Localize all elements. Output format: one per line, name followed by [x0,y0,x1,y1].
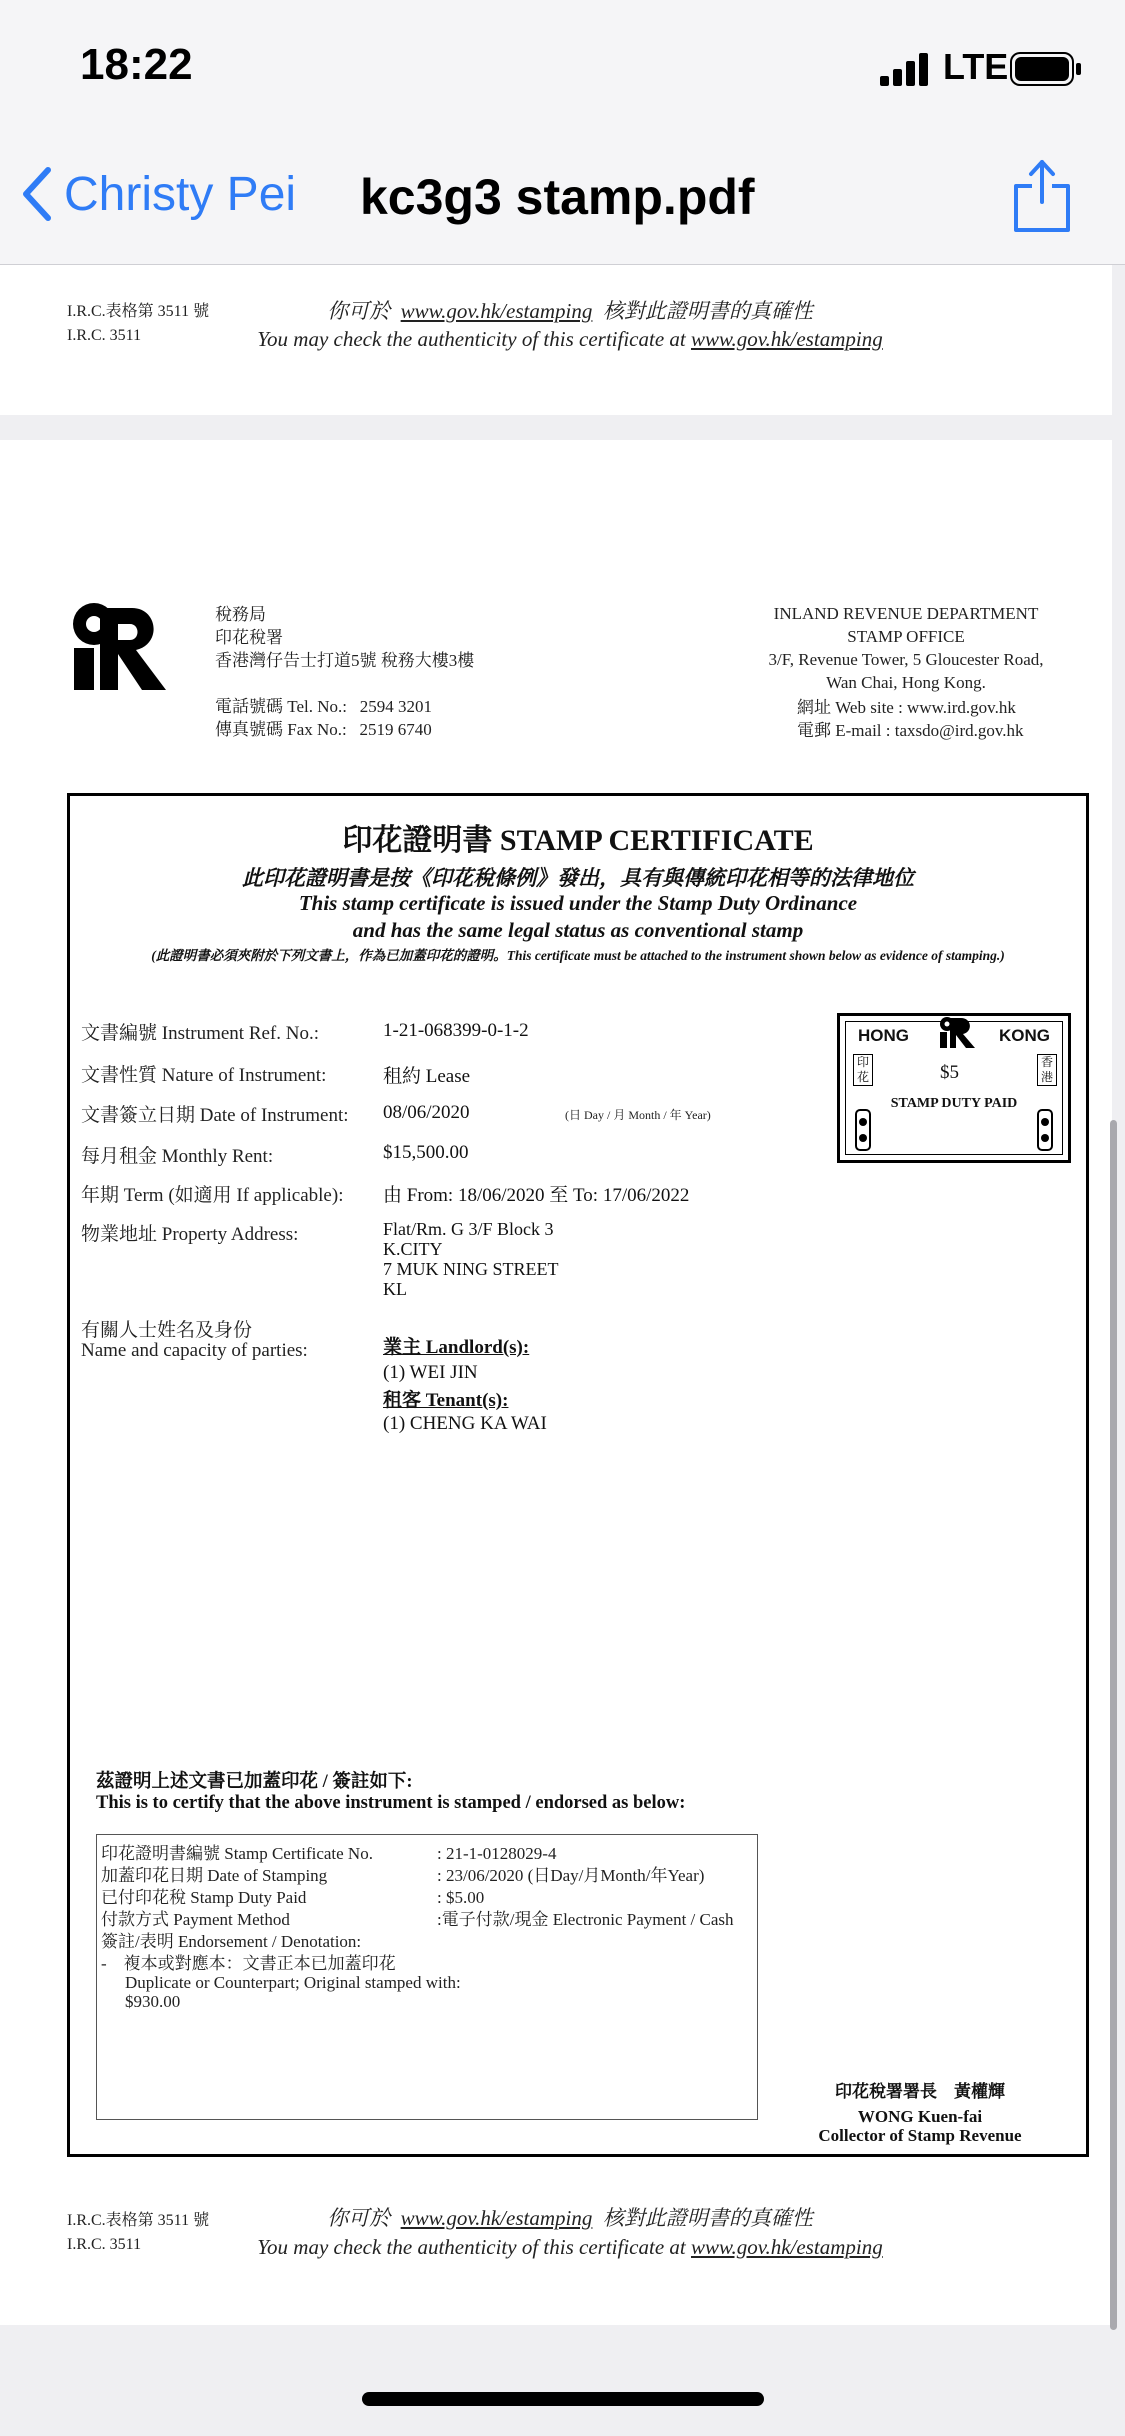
stamp-kong: KONG [999,1026,1050,1045]
back-label: Christy Pei [64,167,297,221]
endorsement-value: :電子付款/現金 Electronic Payment / Cash [437,1910,734,1929]
date-value: 08/06/2020 [383,1102,470,1123]
tenant-name: (1) CHENG KA WAI [383,1413,547,1434]
form-number-en: I.R.C. 3511 [67,327,142,344]
verify-notice-en: You may check the authenticity of this certificate at www.gov.hk/estamping [257,2235,883,2259]
network-label: LTE [943,46,1009,87]
instrument-ref-value: 1-21-068399-0-1-2 [383,1020,529,1041]
certificate-subtitle-en2: and has the same legal status as conventional stamp [352,918,804,942]
stamp-left-ornament-icon [853,1108,873,1152]
chevron-left-icon [22,166,52,222]
endorsement-value: : 21-1-0128029-4 [437,1844,557,1863]
date-label: 文書簽立日期 Date of Instrument: [81,1105,349,1126]
form-number-en: I.R.C. 3511 [67,2236,142,2253]
verify-notice-cn: 你可於 www.gov.hk/estamping 核對此證明書的真確性 [327,2206,813,2230]
landlord-name: (1) WEI JIN [383,1362,478,1383]
collector-title-en: Collector of Stamp Revenue [818,2126,1022,2145]
verify-link[interactable]: www.gov.hk/estamping [690,2235,883,2259]
certify-statement-cn: 茲證明上述文書已加蓋印花 / 簽註如下: [96,1772,413,1792]
header-website: 網址 Web site : www.ird.gov.hk [797,698,1016,717]
certificate-subtitle-en1: This stamp certificate is issued under the Stamp Duty Ordinance [298,891,858,915]
stamp-right-ornament-icon [1035,1108,1055,1152]
verify-notice-cn: 你可於 www.gov.hk/estamping 核對此證明書的真確性 [327,299,813,323]
header-email: 電郵 E-mail : taxsdo@ird.gov.hk [797,721,1024,740]
denotation-label: 簽註/表明 Endorsement / Denotation: [101,1932,362,1951]
stamp-amount: $5 [940,1062,959,1083]
property-address-value: Flat/Rm. G 3/F Block 3 K.CITY 7 MUK NING STREET KL [383,1219,559,1299]
collector-title-cn: 印花稅署署長 黃權輝 [835,2082,1005,2101]
certify-statement-en: This is to certify that the above instrument is stamped / endorsed as below: [96,1793,686,1813]
monthly-rent-label: 每月租金 Monthly Rent: [81,1146,274,1167]
nature-value: 租約 Lease [383,1066,471,1087]
verify-notice-en: You may check the authenticity of this certificate at www.gov.hk/estamping [257,327,883,351]
denotation-line: Duplicate or Counterpart; Original stamped with: [125,1973,461,1992]
denotation-amount: $930.00 [125,1992,181,2011]
denotation-line: - 複本或對應本：文書正本已加蓋印花 [101,1954,396,1973]
instrument-ref-label: 文書編號 Instrument Ref. No.: [81,1023,320,1044]
property-address-label: 物業地址 Property Address: [81,1224,299,1245]
back-button[interactable] [22,166,296,222]
certificate-note: (此證明書必須夾附於下列文書上，作為已加蓋印花的證明。This certificate must be attached to the instrument shown below as evidence of stamping.) [151,948,1005,963]
parties-label: 有關人士姓名及身份 Name and capacity of parties: [81,1320,308,1361]
status-time: 18:22 [80,40,193,89]
tenant-heading: 租客 Tenant(s): [383,1390,509,1411]
nature-label: 文書性質 Nature of Instrument: [81,1065,327,1086]
verify-link[interactable]: www.gov.hk/estamping [690,327,883,351]
signal-icon [880,52,932,86]
certificate-subtitle-cn: 此印花證明書是按《印花稅條例》發出，具有與傳統印花相等的法律地位 [242,866,914,890]
term-label: 年期 Term (如適用 If applicable): [81,1185,344,1206]
term-value: 由 From: 18/06/2020 至 To: 17/06/2022 [383,1185,690,1206]
home-indicator[interactable] [362,2392,764,2406]
stamp-paid-label: STAMP DUTY PAID [890,1096,1018,1111]
endorsement-value: : 23/06/2020 (日Day/月Month/年Year) [437,1866,705,1885]
monthly-rent-value: $15,500.00 [383,1142,469,1163]
stamp-hong: HONG [858,1026,909,1045]
header-left-address: 稅務局 印花稅署 香港灣仔告士打道5號 稅務大樓3樓 [215,605,475,670]
endorsement-row: 已付印花稅 Stamp Duty Paid [101,1888,307,1907]
scrollbar[interactable] [1110,1120,1117,2330]
form-number-cn: I.R.C.表格第 3511 號 [67,2212,210,2229]
endorsement-row: 加蓋印花日期 Date of Stamping [101,1866,328,1885]
date-format-hint: (日 Day / 月 Month / 年 Year) [565,1108,711,1122]
endorsement-value: : $5.00 [437,1888,485,1907]
ird-logo-icon [70,600,170,692]
collector-name: WONG Kuen-fai [857,2107,983,2126]
battery-icon [1010,52,1082,86]
stamp-right-seal: 香港 [1037,1054,1057,1086]
header-right-address: INLAND REVENUE DEPARTMENT STAMP OFFICE 3/F, Revenue Tower, 5 Gloucester Road, Wan Chai, Hong Kong. [768,604,1044,692]
endorsement-row: 印花證明書編號 Stamp Certificate No. [101,1844,373,1863]
form-number-cn: I.R.C.表格第 3511 號 [67,303,210,320]
stamp-ird-logo-icon [939,1016,977,1050]
stamp-duty-seal [837,1013,1071,1163]
header-tel: 電話號碼 Tel. No.: 2594 3201 [215,697,432,716]
stamp-left-seal: 印花 [853,1054,873,1086]
document-title: kc3g3 stamp.pdf [360,169,755,225]
endorsement-row: 付款方式 Payment Method [101,1910,290,1929]
certificate-title: 印花證明書 STAMP CERTIFICATE [342,824,814,857]
share-icon[interactable] [1012,158,1072,234]
header-fax: 傳真號碼 Fax No.: 2519 6740 [215,720,432,739]
landlord-heading: 業主 Landlord(s): [383,1337,530,1358]
